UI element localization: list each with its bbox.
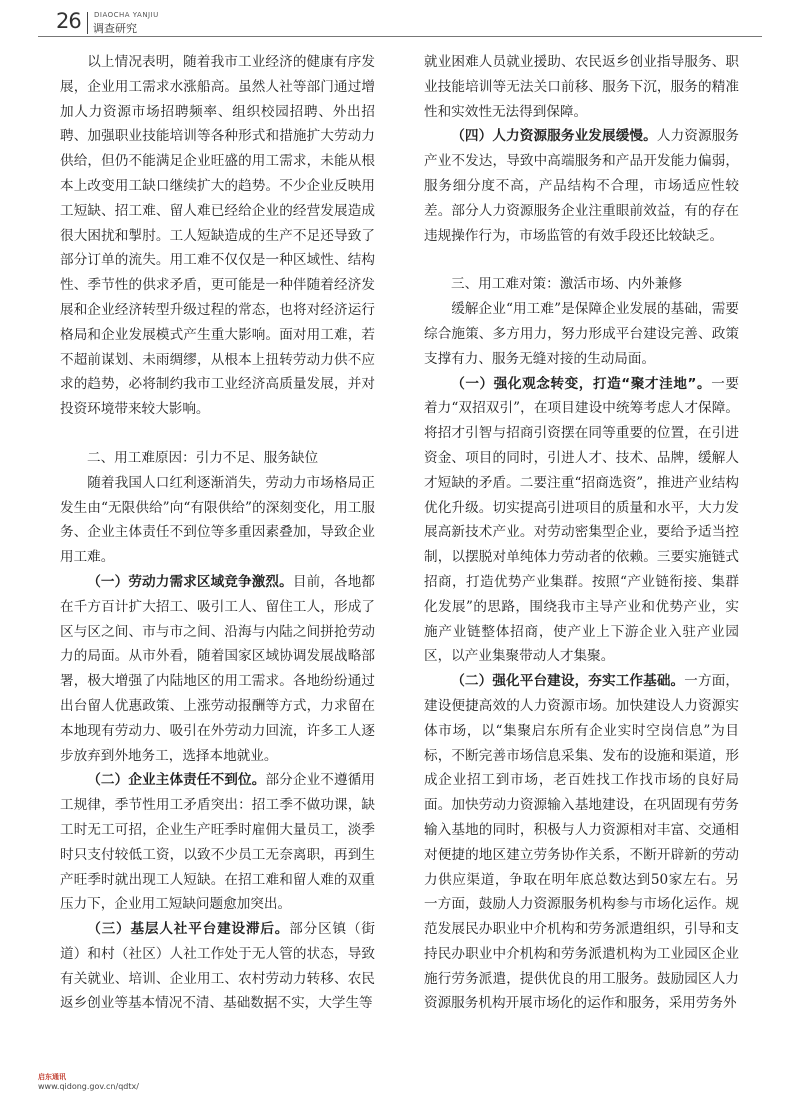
header-divider (87, 12, 88, 34)
subheading: （二）强化平台建设，夯实工作基础。 (451, 673, 685, 690)
paragraph: 随着我国人口红利逐渐消失，劳动力市场格局正发生由“无限供给”向“有限供给”的深刻变化，用工服务、企业主体责任不到位等多重因素叠加，导致企业用工难。 (60, 474, 375, 566)
paragraph-body: 部分企业不遵循用工规律，季节性用工矛盾突出：招工季不做功课，缺工时无工可招，企业生产旺季时雇佣大量员工，淡季时只支付较低工资，以致不少员工无奈离职，再到生产旺季时就出现工人短缺。在招工难和留人难的双重压力下，企业用工短缺问题愈加突出。 (60, 772, 375, 913)
section-heading: 三、用工难对策：激活市场、内外兼修 (451, 276, 683, 293)
subheading: （三）基层人社平台建设滞后。 (87, 921, 290, 938)
paragraph-body: 一方面，建设便捷高效的人力资源市场。加快建设人力资源实体市场，以“集聚启东所有企业实时空岗信息”为目标，不断完善市场信息采集、发布的设施和渠道，形成企业招工到市场，老百姓找工作找市场的良好局面。加快劳动力资源输入基地建设，在巩固现有劳务输入基地的同时，积极与人力资源相对丰富、交通相对便捷的地区建立劳务协作关系，不断开辟新的劳动力供应渠道，争取在明年底总数达到50家左右。另一方面，鼓励人力资源服务机构参与市场化运作。规范发展民办职业中介机构和劳务派遣组织，引导和支持民办职业中介机构和劳务派遣机构为工业园区企业施行劳务派遣，提供优良的用工服务。鼓励园区人力资源服务机构开展市场化的运作和服务，采用劳务外 (424, 673, 739, 1012)
list-item (424, 372, 739, 670)
left-column (60, 50, 375, 1050)
paragraph: 缓解企业“用工难”是保障企业发展的基础，需要综合施策、多方用力，努力形成平台建设完善、政策支撑有力、服务无缝对接的生动局面。 (424, 301, 739, 367)
paragraph-body: 目前，各地都在千方百计扩大招工、吸引工人、留住工人，形成了区与区之间、市与市之间、沿海与内陆之间拼抢劳动力的局面。从市外看，随着国家区域协调发展战略部署，极大增强了内陆地区的用工需求。各地纷纷通过出台留人优惠政策、上涨劳动报酬等方式，力求留在本地现有劳动力、吸引在外劳动力回流，许多工人逐步放弃到外地务工，选择本地就业。 (60, 573, 375, 764)
list-item (60, 917, 375, 1016)
subheading: （一）劳动力需求区域竞争激烈。 (87, 573, 293, 590)
list-item (60, 570, 375, 768)
paragraph: 就业困难人员就业援助、农民返乡创业指导服务、职业技能培训等无法关口前移、服务下沉，服务的精准性和实效性无法得到保障。 (424, 54, 739, 120)
paragraph-body: 部分区镇（街道）和村（社区）人社工作处于无人管的状态，导致有关就业、培训、企业用工、农村劳动力转移、农民返乡创业等基本情况不清、基础数据不实，大学生等 (60, 921, 375, 1012)
paragraph-body: 人力资源服务产业不发达，导致中高端服务和产品开发能力偏弱，服务细分度不高，产品结构不合理，市场适应性较差。部分人力资源服务企业注重眼前效益，有的存在违规操作行为，市场监管的有效手段还比较缺乏。 (424, 128, 739, 244)
list-item (60, 768, 375, 917)
magazine-pinyin: DIAOCHA YANJIU (94, 11, 159, 19)
list-item (424, 669, 739, 1016)
paragraph: 以上情况表明，随着我市工业经济的健康有序发展，企业用工需求水涨船高。虽然人社等部门通过增加人力资源市场招聘频率、组织校园招聘、外出招聘、加强职业技能培训等各种形式和措施扩大劳动力供给，但仍不能满足企业旺盛的用工需求，未能从根本上改变用工缺口继续扩大的趋势。不少企业反映用工短缺、招工难、留人难已经给企业的经营发展造成很大困扰和掣肘。工人短缺造成的生产不足还导致了部分订单的流失。用工难不仅仅是一种区域性、结构性、季节性的供求矛盾，更可能是一种伴随着经济发展和企业经济转型升级过程的常态，也将对经济运行格局和企业发展模式产生重大影响。面对用工难，若不超前谋划、未雨绸缪，从根本上扭转劳动力供不应求的趋势，必将制约我市工业经济高质量发展，并对投资环境带来较大影响。 (60, 54, 375, 418)
section-heading: 二、用工难原因：引力不足、服务缺位 (87, 449, 319, 466)
subheading: （四）人力资源服务业发展缓慢。 (451, 128, 657, 145)
paragraph-body: 一要着力“双招双引”，在项目建设中统筹考虑人才保障。将招才引智与招商引资摆在同等重要的位置，在引进资金、项目的同时，引进人才、技术、品牌，缓解人才短缺的矛盾。二要注重“招商选资”，推进产业结构优化升级。切实提高引进项目的质量和水平，大力发展高新技术产业。对劳动密集型企业，要给予适当控制，以摆脱对单纯体力劳动者的依赖。三要实施链式招商，打造优势产业集群。按照“产业链衔接、集群化发展”的思路，围绕我市主导产业和优势产业，实施产业链整体招商，使产业上下游企业入驻产业园区，以产业集聚带动人才集聚。 (424, 375, 739, 665)
footer-brand: 启东通讯 (38, 1073, 66, 1081)
magazine-name: 调查研究 (93, 22, 137, 35)
footer-url[interactable]: www.qidong.gov.cn/qdtx/ (38, 1082, 139, 1091)
subheading: （二）企业主体责任不到位。 (87, 772, 266, 789)
list-item (424, 124, 739, 248)
header-rule (38, 36, 762, 37)
page-number: 26 (56, 9, 81, 33)
subheading: （一）强化观念转变，打造“聚才洼地”。 (451, 375, 712, 392)
page-header (38, 6, 762, 40)
right-column (424, 50, 739, 1050)
